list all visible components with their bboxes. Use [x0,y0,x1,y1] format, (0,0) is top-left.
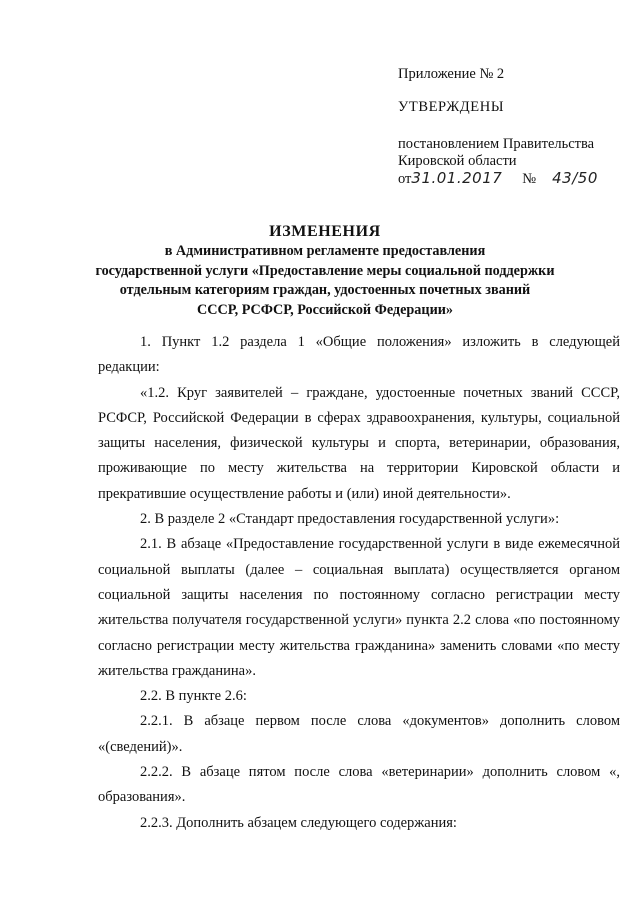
body-paragraph: 2.1. В абзаце «Предоставление государственной услуги в виде ежемесячной социальной выплаты (далее – социальная выплата) осуществляется органом социальной защиты населения по постоянному согласно регистрации месту жительства получателя государственной услуги» пункта 2.2 слова «по постоянному согласно регистрации месту жительства гражданина» заменить словами «по месту жительства гражданина». [98,536,620,679]
body-paragraph: 2. В разделе 2 «Стандарт предоставления государственной услуги»: [140,511,560,528]
date-prefix: от [398,171,412,187]
document-body [98,330,620,836]
body-paragraph: 1. Пункт 1.2 раздела 1 «Общие положения» изложить в следующей редакции: [98,334,620,376]
title-subline: отдельным категориям граждан, удостоенных почетных званий [119,282,531,298]
appendix-label: Приложение № 2 [398,66,505,82]
decree-line-2: Кировской области [398,153,517,169]
decree-line-1: постановлением Правительства [398,136,595,152]
document-title [90,222,560,320]
approval-header [398,66,628,188]
body-paragraph: 2.2.3. Дополнить абзацем следующего содержания: [140,814,457,831]
approved-label: УТВЕРЖДЕНЫ [398,99,505,115]
handwritten-number: 43/50 [552,169,598,187]
decree-date-number-row [398,170,628,188]
title-subline: в Административном регламенте предоставления [164,243,486,259]
title-subline: СССР, РСФСР, Российской Федерации» [196,301,454,318]
title-main: ИЗМЕНЕНИЯ [269,223,381,240]
body-paragraph: 2.2.2. В абзаце пятом после слова «ветеринарии» дополнить словом «, образования». [98,764,620,806]
title-subline: государственной услуги «Предоставление меры социальной поддержки [95,262,555,279]
number-prefix: № [522,171,537,187]
body-paragraph: «1.2. Круг заявителей – граждане, удостоенные почетных званий СССР, РСФСР, Российской Федерации в сферах здравоохранения, культуры, социальной защиты населения, физической культуры и спорта, ветеринарии, образования, проживающие по месту жительства на территории Кировской области и прекратившие осуществление работы и (или) иной деятельности». [98,384,620,502]
handwritten-date: 31.01.2017 [411,169,503,187]
body-paragraph: 2.2.1. В абзаце первом после слова «документов» дополнить словом «(сведений)». [98,713,620,755]
body-paragraph: 2.2. В пункте 2.6: [140,688,247,705]
